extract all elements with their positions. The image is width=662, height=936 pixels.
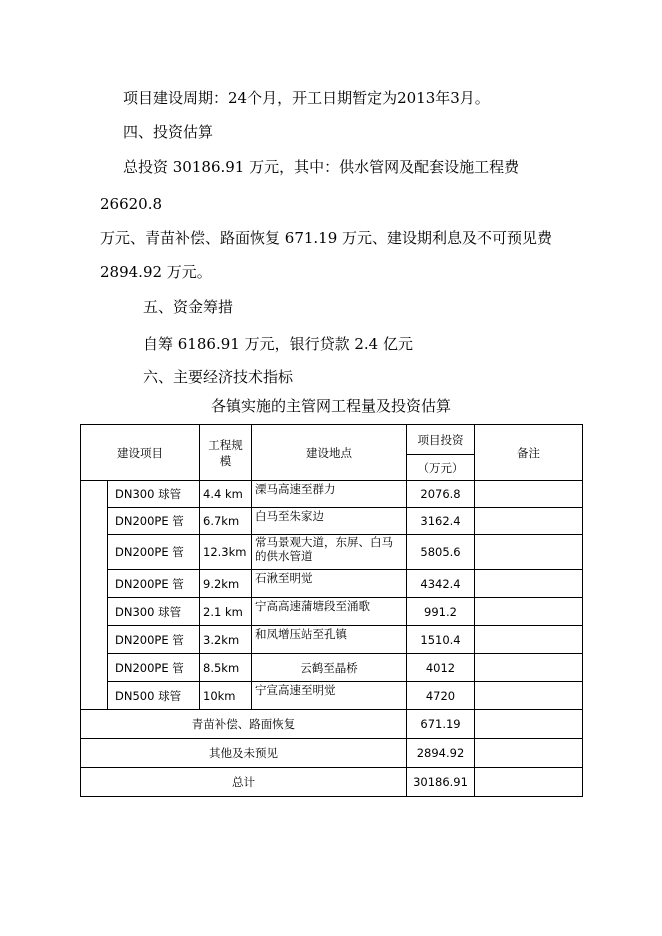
remark-cell — [475, 626, 583, 654]
summary-label: 青苗补偿、路面恢复 — [81, 710, 407, 739]
remark-cell — [475, 481, 583, 508]
project-cell: DN200PE 管 — [108, 626, 200, 654]
investment-breakdown-text: 万元、青苗补偿、路面恢复 671.19 万元、建设期利息及不可预见费 — [100, 229, 553, 247]
total-investment-text: 总投资 30186.91 万元，其中：供水管网及配套设施工程费 — [123, 158, 520, 176]
table-row — [81, 626, 583, 654]
header-location: 建设地点 — [252, 425, 407, 481]
project-cell: DN300 球管 — [108, 481, 200, 508]
project-cell: DN200PE 管 — [108, 654, 200, 682]
investment-cell: 3162.4 — [407, 508, 475, 535]
project-cell: DN200PE 管 — [108, 570, 200, 598]
table-row — [81, 570, 583, 598]
total-investment: 30186.91 — [407, 768, 475, 797]
project-cell: DN200PE 管 — [108, 508, 200, 535]
remark-cell — [475, 598, 583, 626]
location-cell: 宁宣高速至明觉 — [252, 682, 407, 710]
summary-row — [81, 739, 583, 768]
investment-cell: 2076.8 — [407, 481, 475, 508]
investment-cell: 4342.4 — [407, 570, 475, 598]
table-row — [81, 508, 583, 535]
scale-cell: 8.5km — [200, 654, 252, 682]
investment-cell: 5805.6 — [407, 535, 475, 570]
total-label: 总计 — [81, 768, 407, 797]
investment-cell: 4012 — [407, 654, 475, 682]
scale-cell: 9.2km — [200, 570, 252, 598]
summary-investment: 2894.92 — [407, 739, 475, 768]
remark-cell — [475, 570, 583, 598]
remark-cell — [475, 535, 583, 570]
header-remark: 备注 — [475, 425, 583, 481]
contingency-amount-text: 2894.92 万元。 — [100, 263, 212, 281]
location-cell: 云鹤至晶桥 — [252, 654, 407, 682]
remark-cell — [475, 508, 583, 535]
location-cell: 常马景观大道，东屏、白马的供水管道 — [252, 535, 407, 570]
table-row — [81, 481, 583, 508]
location-cell: 白马至朱家边 — [252, 508, 407, 535]
table-row — [81, 682, 583, 710]
scale-cell: 3.2km — [200, 626, 252, 654]
header-investment: 项目投资 — [407, 425, 475, 455]
table-caption: 各镇实施的主管网工程量及投资估算 — [210, 397, 451, 415]
location-cell: 宁高高速蒲塘段至涌歌 — [252, 598, 407, 626]
section-heading-indicators: 六、主要经济技术指标 — [143, 368, 294, 386]
location-cell: 和凤增压站至孔镇 — [252, 626, 407, 654]
project-cell: DN500 球管 — [108, 682, 200, 710]
scale-cell: 4.4 km — [200, 481, 252, 508]
total-row — [81, 768, 583, 797]
scale-cell: 10km — [200, 682, 252, 710]
investment-cell: 991.2 — [407, 598, 475, 626]
location-cell: 溧马高速至群力 — [252, 481, 407, 508]
remark-cell — [475, 739, 583, 768]
summary-label: 其他及未预见 — [81, 739, 407, 768]
investment-amount-text: 26620.8 — [100, 195, 163, 213]
project-cell: DN200PE 管 — [108, 535, 200, 570]
construction-period-text: 项目建设周期：24个月，开工日期暂定为2013年3月。 — [123, 89, 490, 107]
remark-cell — [475, 710, 583, 739]
investment-table — [80, 424, 583, 797]
scale-cell: 12.3km — [200, 535, 252, 570]
summary-row — [81, 710, 583, 739]
group-cell — [81, 481, 108, 710]
investment-cell: 1510.4 — [407, 626, 475, 654]
remark-cell — [475, 654, 583, 682]
remark-cell — [475, 768, 583, 797]
investment-cell: 4720 — [407, 682, 475, 710]
header-project: 建设项目 — [81, 425, 200, 481]
section-heading-funding: 五、资金筹措 — [143, 298, 234, 316]
location-cell: 石湫至明觉 — [252, 570, 407, 598]
section-heading-investment: 四、投资估算 — [123, 123, 214, 141]
table-row — [81, 598, 583, 626]
remark-cell — [475, 682, 583, 710]
funding-text: 自筹 6186.91 万元，银行贷款 2.4 亿元 — [143, 335, 413, 353]
table-row — [81, 654, 583, 682]
header-unit: （万元） — [407, 455, 475, 481]
scale-cell: 2.1 km — [200, 598, 252, 626]
scale-cell: 6.7km — [200, 508, 252, 535]
summary-investment: 671.19 — [407, 710, 475, 739]
table-row — [81, 535, 583, 570]
project-cell: DN300 球管 — [108, 598, 200, 626]
header-scale: 工程规模 — [200, 425, 252, 481]
